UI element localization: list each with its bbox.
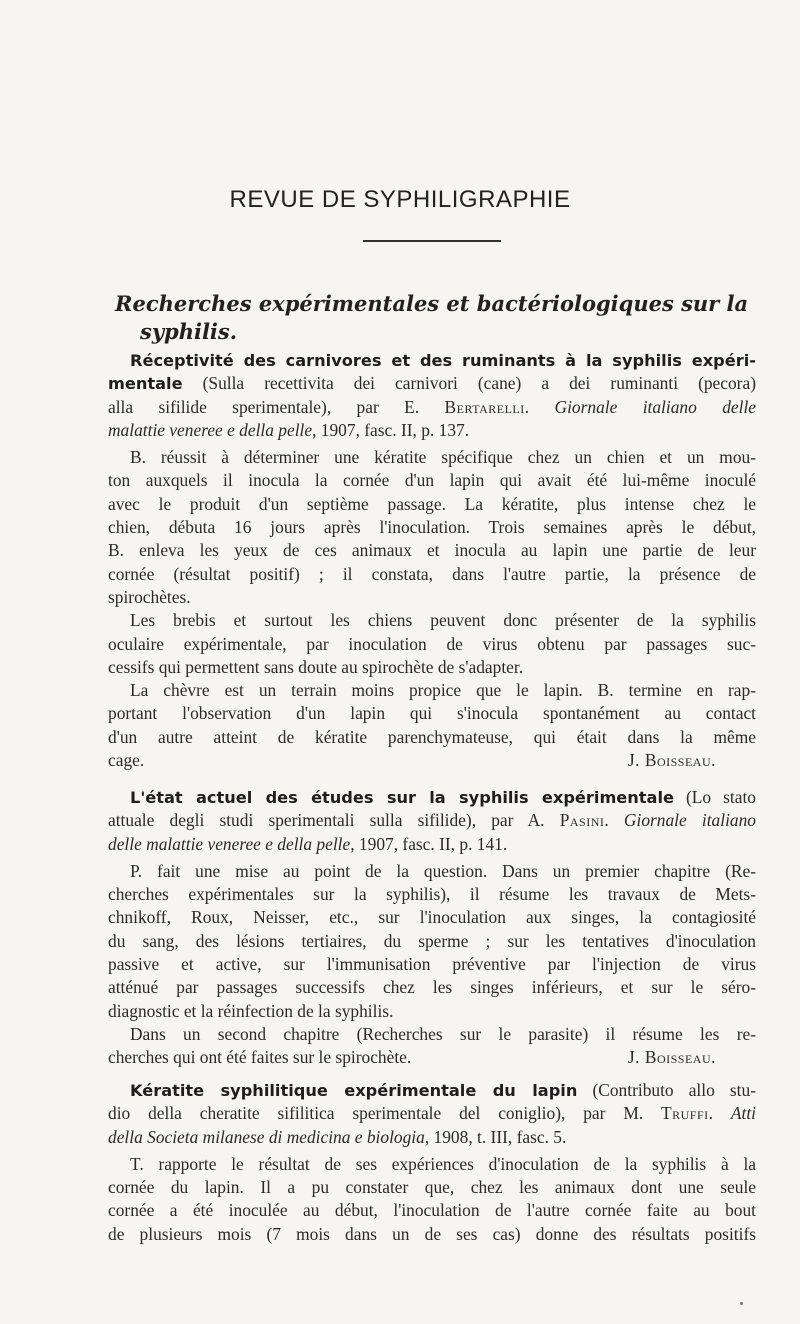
article-2-heading-line3: delle malattie veneree e della pelle, 1907, fasc. II, p. 141. bbox=[108, 833, 508, 854]
paragraph-line: spirochètes. bbox=[108, 586, 191, 607]
article-2-heading-line2: attuale degli studi sperimentali sulla sifilide), par A. Pasini. Giornale italiano bbox=[108, 810, 756, 831]
paragraph-line: P. fait une mise au point de la question. Dans un premier chapitre (Re- bbox=[130, 860, 756, 881]
signature: J. Boisseau. bbox=[627, 1047, 716, 1068]
paragraph-line: B. réussit à déterminer une kératite spécifique chez un chien et un mou- bbox=[130, 447, 756, 468]
paragraph-line: cessifs qui permettent sans doute au spirochète de s'adapter. bbox=[108, 656, 524, 677]
paragraph-line: cherches expérimentales sur la syphilis), il résume les travaux de Mets- bbox=[108, 884, 756, 905]
article-1-heading-line2: mentale (Sulla recettivita dei carnivori (cane) a dei ruminanti (pecora) bbox=[108, 373, 756, 394]
paragraph-line: passive et active, sur l'immunisation préventive par l'injection de virus bbox=[108, 954, 756, 975]
paragraph-line: ton auxquels il inocula la cornée d'un lapin qui avait été lui-même inoculé bbox=[108, 470, 756, 491]
author-name: Bertarelli bbox=[444, 396, 525, 417]
paragraph-line: avec le produit d'un septième passage. La kératite, plus intense chez le bbox=[108, 493, 756, 514]
section-title-line2: syphilis. bbox=[140, 319, 238, 344]
article-3 bbox=[108, 1079, 756, 1246]
article-1-heading-line3: alla sifilide sperimentale), par E. Bertarelli. Giornale italiano delle bbox=[108, 396, 756, 417]
article-3-heading-line2: dio della cheratite sifilitica sperimentale del coniglio), par M. Truffi. Atti bbox=[108, 1103, 757, 1124]
paragraph-line: atténué par passages successifs chez les singes inférieurs, et sur le séro- bbox=[108, 977, 756, 998]
paragraph-line: chnikoff, Roux, Neisser, etc., sur l'inoculation aux singes, la contagiosité bbox=[108, 907, 756, 928]
article-2-heading-line1: L'état actuel des études sur la syphilis expérimentale (Lo stato bbox=[130, 787, 756, 807]
page-speck bbox=[740, 1302, 743, 1305]
article-3-heading-line1: Kératite syphilitique expérimentale du lapin (Contributo allo stu- bbox=[130, 1080, 756, 1100]
paragraph-line: Les brebis et surtout les chiens peuvent donc présenter de la syphilis bbox=[130, 610, 756, 631]
paragraph-line: du sang, des lésions tertiaires, du sperme ; sur les tentatives d'inoculation bbox=[108, 930, 756, 951]
paragraph-line: B. enleva les yeux de ces animaux et inocula au lapin une partie de leur bbox=[108, 540, 756, 561]
paragraph-line: oculaire expérimentale, par inoculation de virus obtenu par passages suc- bbox=[108, 633, 756, 654]
paragraph-line: T. rapporte le résultat de ses expériences d'inoculation de la syphilis à la bbox=[130, 1153, 756, 1174]
paragraph-line: Dans un second chapitre (Recherches sur le parasite) il résume les re- bbox=[130, 1023, 756, 1044]
paragraph-line: chien, débuta 16 jours après l'inoculation. Trois semaines après le début, bbox=[108, 517, 756, 538]
article-1-heading-line1: Réceptivité des carnivores et des ruminants à la syphilis expéri- bbox=[130, 351, 756, 370]
article-3-heading-line3: della Societa milanese di medicina e biologia, 1908, t. III, fasc. 5. bbox=[108, 1126, 567, 1147]
paragraph-line: La chèvre est un terrain moins propice que le lapin. B. termine en rap- bbox=[130, 680, 756, 701]
paragraph-line: cornée du lapin. Il a pu constater que, chez les animaux dont une seule bbox=[108, 1177, 756, 1198]
paragraph-line: cherches qui ont été faites sur le spirochète. J. Boisseau. bbox=[108, 1046, 756, 1069]
paragraph-line: d'un autre atteint de kératite parenchymateuse, qui était dans la même bbox=[108, 726, 756, 747]
paragraph-line: cage. J. Boisseau. bbox=[108, 749, 756, 772]
section-title-line1: Recherches expérimentales et bactériologiques sur la bbox=[115, 291, 749, 316]
article-2 bbox=[108, 786, 756, 1070]
paragraph-line: de plusieurs mois (7 mois dans un de ses cas) donne des résultats positifs bbox=[108, 1223, 756, 1244]
paragraph-line: portant l'observation d'un lapin qui s'inocula spontanément au contact bbox=[108, 703, 756, 724]
author-name: Pasini bbox=[559, 810, 605, 831]
title-rule bbox=[363, 240, 501, 242]
article-1-heading-line4: malattie veneree e della pelle, 1907, fasc. II, p. 137. bbox=[108, 419, 470, 440]
paragraph-line: cornée a été inoculée au début, l'inoculation de l'autre cornée faite au bout bbox=[108, 1200, 756, 1221]
author-name: Truffi bbox=[661, 1103, 709, 1124]
signature: J. Boisseau. bbox=[627, 750, 716, 771]
article-1 bbox=[108, 349, 756, 772]
section-title bbox=[115, 290, 765, 346]
journal-title: REVUE DE SYPHILIGRAPHIE bbox=[229, 186, 571, 213]
paragraph-line: diagnostic et la réinfection de la syphilis. bbox=[108, 1000, 394, 1021]
paragraph-line: cornée (résultat positif) ; il constata, dans l'autre partie, la présence de bbox=[108, 563, 756, 584]
